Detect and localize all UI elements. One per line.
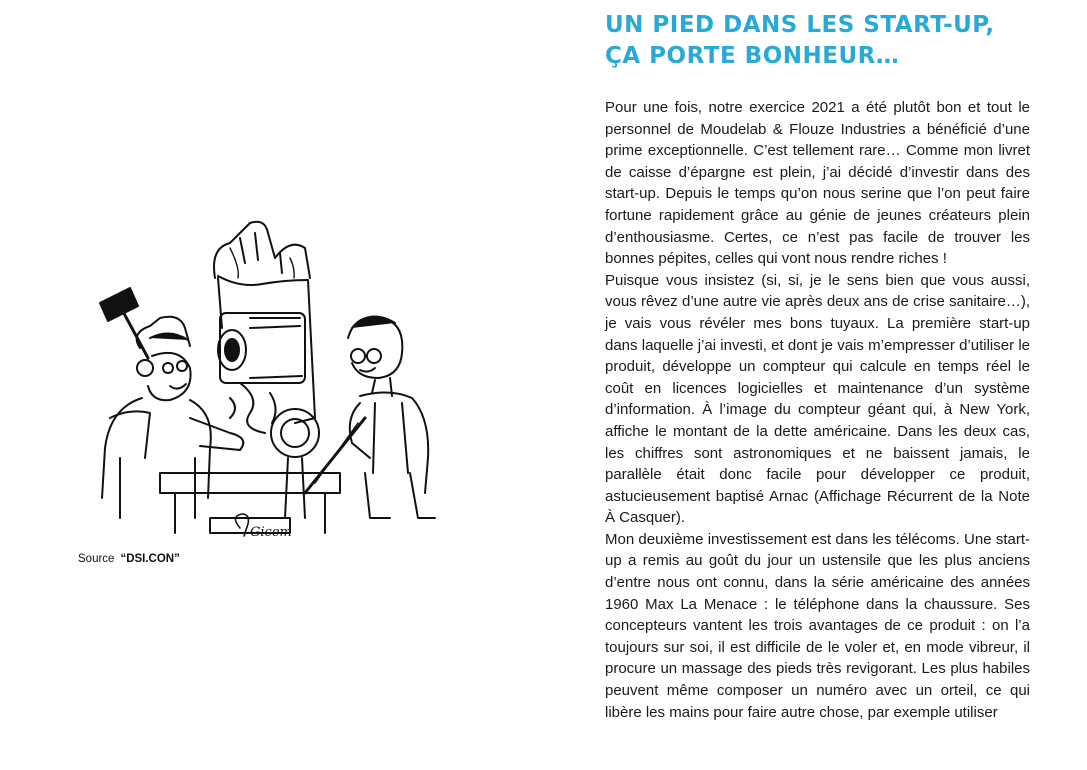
svg-text:Gicem: Gicem (250, 525, 292, 540)
article-body (605, 97, 1030, 723)
cartoon-illustration (90, 218, 460, 548)
paragraph-3: Mon deuxième investissement est dans les télécoms. Une start-up a remis au goût du jour un ustensile que les plus anciens d’entre nous ont connu, dans la série américaine des années 1960 Max La Menace : le téléphone dans la chaussure. Ses concepteurs vantent les trois avantages de ce produit : on l’a toujours sur soi, il est difficile de le voler et, en mode vibreur, il procure un massage des pieds très revigorant. Les plus habiles peuvent même composer un numéro avec un orteil, ce qui libère les mains pour faire autre chose, par exemple utiliser (605, 530, 1030, 721)
giant-shoe-drawing (214, 222, 315, 423)
left-character-drawing (102, 317, 243, 518)
paragraph-1: Pour une fois, notre exercice 2021 a été plutôt bon et tout le personnel de Moudelab & Flouze Industries a bénéficié d’une prime exceptionnelle. C’est tellement rare… Comme mon livret de caisse d’épargne est plein, j’ai décidé d’investir dans des start-up. Depuis le temps qu’on nous serine que l’on peut faire fortune rapidement grâce au génie de jeunes créateurs plein d’enthousiasme. Certes, ce n’est pas facile de trouver les bonnes pépites, celles qui vont nous rendre riches ! (605, 99, 1030, 268)
article (605, 0, 1030, 723)
paragraph-2: Puisque vous insistez (si, si, je le sens bien que vous aussi, vous rêvez d’une autre vie après deux ans de crise sanitaire…), je vais vous révéler mes bons tuyaux. La première start-up dans laquelle j’ai investi, et dont je vais m’empresser d’utiliser le produit, développe un compteur qui calcule en temps réel le coût en licences logicielles et maintenance d’un système d’information. À l’image du compteur géant qui, à New York, affiche le montant de la dette américaine. Dans les deux cas, les chiffres sont astronomiques et ne baissent jamais, le parallèle était donc facile pour développer ce produit, astucieusement baptisé Arnac (Affichage Récurrent de la Note À Casquer). (605, 271, 1030, 527)
source-name: “DSI.CON” (120, 553, 180, 565)
source-label: Source (78, 553, 115, 565)
right-character-drawing (348, 317, 435, 518)
image-source-caption (78, 553, 180, 565)
article-title: UN PIED DANS LES START-UP, ÇA PORTE BONHEUR… (605, 12, 995, 69)
